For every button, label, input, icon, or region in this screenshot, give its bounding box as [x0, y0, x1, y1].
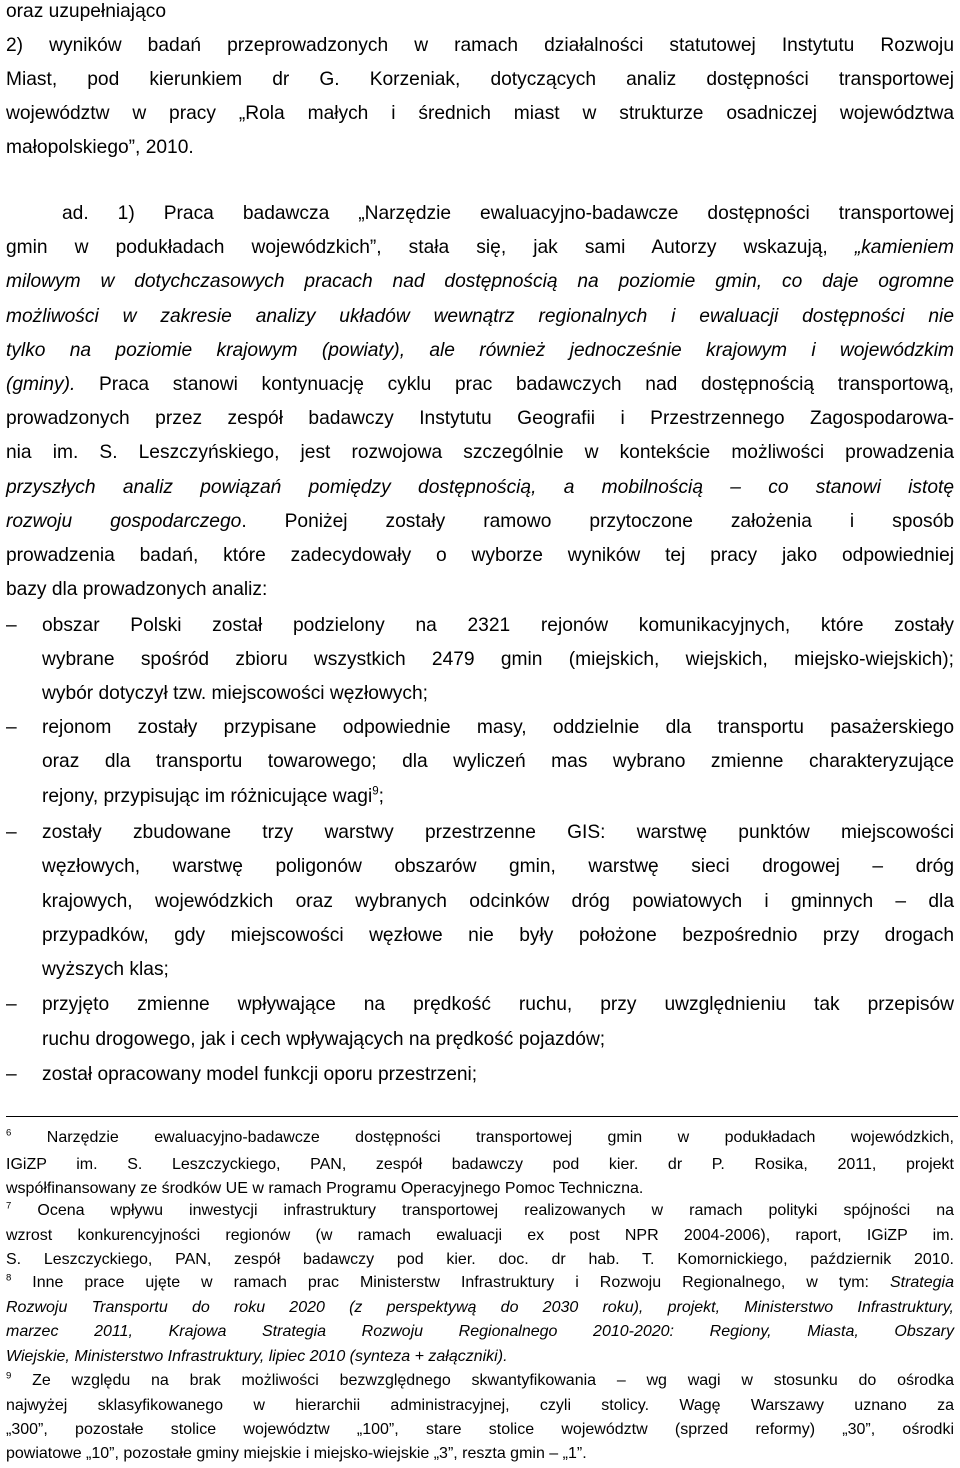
intro-line: oraz uzupełniająco — [6, 1, 167, 22]
bullet-line: węzłowych, warstwę poligonów obszarów gmin, warstwę sieci drogowej – dróg — [42, 856, 954, 877]
footnote-line: $^9$ Ze względu na brak możliwości bezwzględnego skwantyfikowania – wg wagi w stosunku do ośrodka — [6, 1370, 954, 1389]
paragraph-line: gmin w podukładach wojewódzkich”, stała się, jak sami Autorzy wskazują, „kamieniem — [6, 237, 954, 258]
bullet-line: wyższych klas; — [42, 959, 169, 980]
paragraph-line: (gminy). Praca stanowi kontynuację cyklu prac badawczych nad dostępnością transportową, — [6, 374, 954, 395]
footnote-line: „300”, pozostałe stolice województw „100”, stare stolice województw (sprzed reformy) „30”, ośrodki — [6, 1421, 954, 1438]
footnote-line: najwyżej sklasyfikowanego w hierarchii administracyjnej, czyli stolicy. Wagę Warszawy uznano za — [6, 1397, 954, 1414]
footnote-line: powiatowe „10”, pozostałe gminy miejskie i miejsko-wiejskie „3”, reszta gmin – „1”. — [6, 1445, 587, 1462]
bullet-line: wybór dotyczył tzw. miejscowości węzłowych; — [42, 683, 428, 704]
paragraph-line: prowadzonych przez zespół badawczy Instytutu Geografii i Przestrzennego Zagospodarowa- — [6, 408, 954, 429]
bullet-line: zostały zbudowane trzy warstwy przestrzenne GIS: warstwę punktów miejscowości — [42, 822, 954, 843]
footnote-line: S. Leszczyckiego, PAN, zespół badawczy pod kier. doc. dr hab. T. Komornickiego, październik 2010. — [6, 1251, 954, 1268]
bullet-dash: – — [6, 822, 17, 843]
paragraph-line: milowym w dotychczasowych pracach nad dostępnością na poziomie gmin, co daje ogromne — [6, 271, 954, 292]
bullet-dash: – — [6, 1064, 17, 1085]
bullet-line: oraz dla transportu towarowego; dla wyliczeń mas wybrano zmienne charakteryzujące — [42, 751, 954, 772]
footnote-line: $^8$ Inne prace ujęte w ramach prac Ministerstw Infrastruktury i Rozwoju Regionalnego, w tym: Strategia — [6, 1272, 954, 1291]
footnote-line: $^6$ Narzędzie ewaluacyjno-badawcze dostępności transportowej gmin w podukładach wojewódzkich, — [6, 1127, 954, 1146]
intro-line: małopolskiego”, 2010. — [6, 137, 194, 158]
bullet-dash: – — [6, 615, 17, 636]
footnote-line: Wiejskie, Ministerstwo Infrastruktury, lipiec 2010 (synteza + załączniki). — [6, 1348, 508, 1365]
footnote-ref: 9 — [372, 785, 379, 798]
paragraph-line: możliwości w zakresie analizy układów wewnątrz regionalnych i ewaluacji dostępności nie — [6, 306, 954, 327]
paragraph-line: bazy dla prowadzonych analiz: — [6, 579, 268, 600]
paragraph-line: prowadzenia badań, które zadecydowały o wyborze wyników tej pracy jako odpowiedniej — [6, 545, 954, 566]
footnote-line: marzec 2011, Krajowa Strategia Rozwoju Regionalnego 2010-2020: Regiony, Miasta, Obszary — [6, 1323, 954, 1340]
paragraph-line: rozwoju gospodarczego. Poniżej zostały ramowo przytoczone założenia i sposób — [6, 511, 954, 532]
bullet-dash: – — [6, 717, 17, 738]
intro-line: województw w pracy „Rola małych i średnich miast w strukturze osadniczej województwa — [6, 103, 954, 124]
paragraph-line: nia im. S. Leszczyńskiego, jest rozwojowa szczególnie w kontekście możliwości prowadzenia — [6, 442, 954, 463]
intro-line: Miast, pod kierunkiem dr G. Korzeniak, dotyczących analiz dostępności transportowej — [6, 69, 954, 90]
bullet-line: ruchu drogowego, jak i cech wpływających na prędkość pojazdów; — [42, 1029, 606, 1050]
footnote-line: wzrost konkurencyjności regionów (w ramach ewaluacji ex post NPR 2004-2006), raport, IGiZP im. — [6, 1227, 954, 1244]
bullet-line: krajowych, wojewódzkich oraz wybranych odcinków dróg powiatowych i gminnych – dla — [42, 891, 954, 912]
paragraph-line: ad. 1) Praca badawcza „Narzędzie ewaluacyjno-badawcze dostępności transportowej — [62, 203, 954, 224]
footnote-separator — [6, 1116, 958, 1117]
paragraph-line: tylko na poziomie krajowym (powiaty), ale również jednocześnie krajowym i wojewódzkim — [6, 340, 954, 361]
bullet-line: został opracowany model funkcji oporu przestrzeni; — [42, 1064, 478, 1085]
footnote-line: IGiZP im. S. Leszczyckiego, PAN, zespół badawczy pod kier. dr P. Rosika, 2011, projekt — [6, 1156, 954, 1173]
bullet-line: wybrane spośród zbioru wszystkich 2479 gmin (miejskich, wiejskich, miejsko-wiejskich); — [42, 649, 954, 670]
bullet-line: obszar Polski został podzielony na 2321 rejonów komunikacyjnych, które zostały — [42, 615, 954, 636]
intro-line: 2) wyników badań przeprowadzonych w ramach działalności statutowej Instytutu Rozwoju — [6, 35, 954, 56]
bullet-dash: – — [6, 994, 17, 1015]
bullet-line: rejonom zostały przypisane odpowiednie masy, oddzielnie dla transportu pasażerskiego — [42, 717, 954, 738]
paragraph-line: przyszłych analiz powiązań pomiędzy dostępnością, a mobilnością – co stanowi istotę — [6, 477, 954, 498]
footnote-line: Rozwoju Transportu do roku 2020 (z perspektywą do 2030 roku), projekt, Ministerstwo Infrastruktury, — [6, 1299, 954, 1316]
bullet-line: rejony, przypisując im różnicujące wagi$^9$; — [42, 785, 384, 807]
footnote-line: współfinansowany ze środków UE w ramach Programu Operacyjnego Pomoc Techniczna. — [6, 1180, 644, 1197]
bullet-line: przyjęto zmienne wpływające na prędkość ruchu, przy uwzględnieniu tak przepisów — [42, 994, 954, 1015]
bullet-line: przypadków, gdy miejscowości węzłowe nie były położone bezpośrednio przy drogach — [42, 925, 954, 946]
footnote-line: $^7$ Ocena wpływu inwestycji infrastruktury transportowej realizowanych w ramach polityki spójności na — [6, 1200, 954, 1219]
